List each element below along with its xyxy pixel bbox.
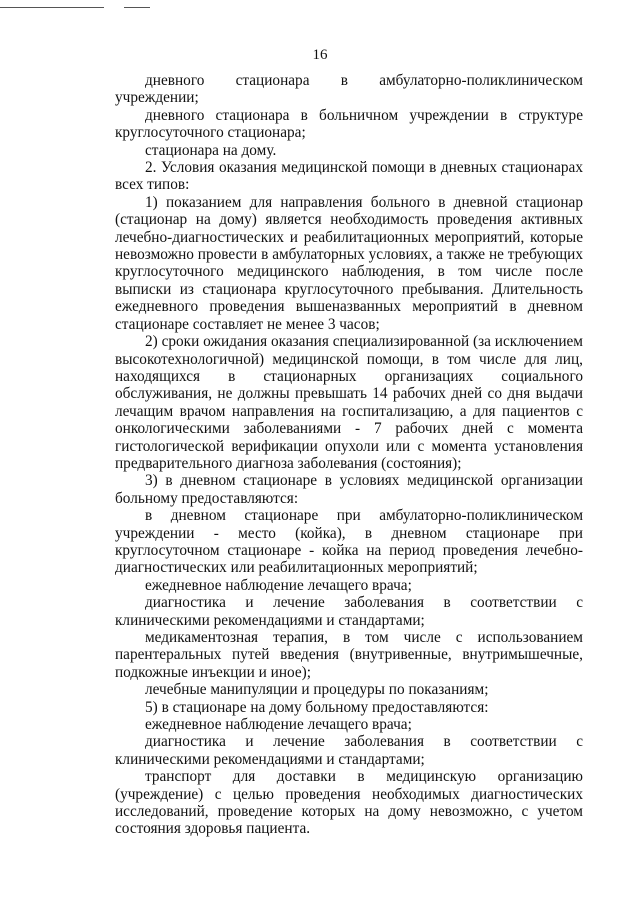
paragraph: транспорт для доставки в медицинскую организацию (учреждение) с целью проведения необходимых диагностических исследований, проведение которых на дому невозможно, с учетом состояния здоровья пациента.: [115, 768, 583, 838]
paragraph: дневного стационара в амбулаторно-поликлиническом учреждении;: [115, 72, 583, 107]
paragraph: 1) показанием для направления больного в дневной стационар (стационар на дому) является необходимость проведения активных лечебно-диагностических и реабилитационных мероприятий, которые невозможно провести в амбулаторных условиях, а также не требующих круглосуточного медицинского наблюдения, в том числе после выписки из стационара круглосуточного пребывания. Длительность ежедневного проведения вышеназванных мероприятий в дневном стационаре составляет не менее 3 часов;: [115, 193, 583, 333]
paragraph: 2) сроки ожидания оказания специализированной (за исключением высокотехнологичной) медицинской помощи, в том числе для лиц, находящихся в стационарных организациях социального обслуживания, не должны превышать 14 рабочих дней со дня выдачи лечащим врачом направления на госпитализацию, а для пациентов с онкологическими заболеваниями - 7 рабочих дней с момента гистологической верификации опухоли или с момента установления предварительного диагноза заболевания (состояния);: [115, 333, 583, 472]
paragraph: дневного стационара в больничном учреждении в структуре круглосуточного стационара;: [115, 106, 583, 142]
page-number: 16: [312, 47, 328, 63]
paragraph: 5) в стационаре на дому больному предоставляются:: [145, 698, 489, 716]
paragraph: диагностика и лечение заболевания в соответствии с клиническими рекомендациями и стандартами;: [115, 733, 583, 768]
paragraph: 3) в дневном стационаре в условиях медицинской организации больному предоставляются:: [115, 472, 583, 507]
paragraph: ежедневное наблюдение лечащего врача;: [145, 576, 412, 594]
scan-artifact-line: [0, 7, 104, 8]
scan-artifact-line: [124, 7, 150, 8]
paragraph: лечебные манипуляции и процедуры по показаниям;: [145, 681, 489, 699]
paragraph: ежедневное наблюдение лечащего врача;: [145, 716, 412, 734]
paragraph: стационара на дому.: [145, 141, 277, 159]
paragraph: 2. Условия оказания медицинской помощи в дневных стационарах всех типов:: [115, 159, 583, 194]
document-body: [115, 72, 583, 838]
paragraph: в дневном стационаре при амбулаторно-поликлиническом учреждении - место (койка), в дневном стационаре при круглосуточном стационаре - койка на период проведения лечебно-диагностических или реабилитационных мероприятий;: [115, 507, 583, 577]
paragraph: медикаментозная терапия, в том числе с использованием парентеральных путей введения (внутривенные, внутримышечные, подкожные инъекции и иное);: [115, 629, 583, 681]
paragraph: диагностика и лечение заболевания в соответствии с клиническими рекомендациями и стандартами;: [115, 594, 583, 629]
